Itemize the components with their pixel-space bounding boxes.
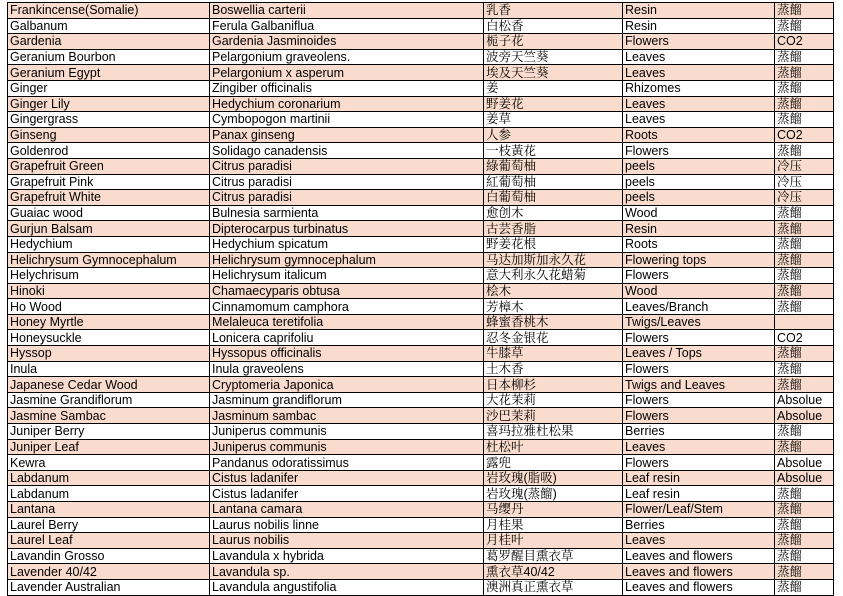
- table-row: [8, 18, 834, 34]
- extraction-method-cell: 蒸餾: [775, 221, 834, 237]
- table-row: [8, 533, 834, 549]
- latin-name-cell: Juniperus communis: [210, 439, 484, 455]
- plant-part-cell: peels: [623, 174, 775, 190]
- latin-name-cell: Lavandula sp.: [210, 564, 484, 580]
- table-row: [8, 205, 834, 221]
- plant-part-cell: Flowers: [623, 408, 775, 424]
- plant-part-cell: Leaves and flowers: [623, 548, 775, 564]
- table-row: [8, 127, 834, 143]
- extraction-method-cell: 蒸餾: [775, 548, 834, 564]
- plant-part-cell: Leaf resin: [623, 486, 775, 502]
- plant-part-cell: Leaves: [623, 96, 775, 112]
- plant-part-cell: Twigs and Leaves: [623, 377, 775, 393]
- latin-name-cell: Chamaecyparis obtusa: [210, 283, 484, 299]
- extraction-method-cell: 蒸餾: [775, 361, 834, 377]
- common-name-cell: Honeysuckle: [8, 330, 210, 346]
- latin-name-cell: Cistus ladanifer: [210, 470, 484, 486]
- chinese-name-cell: 日本柳杉: [484, 377, 623, 393]
- extraction-method-cell: 蒸餾: [775, 439, 834, 455]
- chinese-name-cell: 土木香: [484, 361, 623, 377]
- latin-name-cell: Solidago canadensis: [210, 143, 484, 159]
- common-name-cell: Frankincense(Somalie): [8, 3, 210, 19]
- latin-name-cell: Hyssopus officinalis: [210, 346, 484, 362]
- chinese-name-cell: 愈创木: [484, 205, 623, 221]
- table-row: [8, 424, 834, 440]
- common-name-cell: Inula: [8, 361, 210, 377]
- common-name-cell: Goldenrod: [8, 143, 210, 159]
- oil-table-body: [8, 3, 834, 596]
- table-row: [8, 502, 834, 518]
- plant-part-cell: Leaves / Tops: [623, 346, 775, 362]
- extraction-method-cell: CO2: [775, 330, 834, 346]
- common-name-cell: Gardenia: [8, 34, 210, 50]
- table-row: [8, 548, 834, 564]
- chinese-name-cell: 大花茉莉: [484, 392, 623, 408]
- plant-part-cell: Flowers: [623, 361, 775, 377]
- extraction-method-cell: 蒸餾: [775, 65, 834, 81]
- plant-part-cell: Roots: [623, 127, 775, 143]
- common-name-cell: Geranium Egypt: [8, 65, 210, 81]
- latin-name-cell: Panax ginseng: [210, 127, 484, 143]
- extraction-method-cell: 蒸餾: [775, 49, 834, 65]
- table-row: [8, 377, 834, 393]
- plant-part-cell: Flowers: [623, 34, 775, 50]
- plant-part-cell: Flowers: [623, 455, 775, 471]
- plant-part-cell: Resin: [623, 3, 775, 19]
- common-name-cell: Grapefruit Pink: [8, 174, 210, 190]
- common-name-cell: Juniper Leaf: [8, 439, 210, 455]
- latin-name-cell: Cinnamomum camphora: [210, 299, 484, 315]
- table-row: [8, 361, 834, 377]
- chinese-name-cell: 岩玫瑰(蒸餾): [484, 486, 623, 502]
- chinese-name-cell: 岩玫瑰(脂吸): [484, 470, 623, 486]
- common-name-cell: Labdanum: [8, 486, 210, 502]
- plant-part-cell: Leaf resin: [623, 470, 775, 486]
- common-name-cell: Ginger: [8, 80, 210, 96]
- latin-name-cell: Jasminum sambac: [210, 408, 484, 424]
- common-name-cell: Jasmine Sambac: [8, 408, 210, 424]
- chinese-name-cell: 古芸香脂: [484, 221, 623, 237]
- extraction-method-cell: 蒸餾: [775, 18, 834, 34]
- extraction-method-cell: CO2: [775, 127, 834, 143]
- plant-part-cell: Resin: [623, 18, 775, 34]
- extraction-method-cell: 蒸餾: [775, 424, 834, 440]
- plant-part-cell: Leaves and flowers: [623, 564, 775, 580]
- table-row: [8, 564, 834, 580]
- chinese-name-cell: 牛膝草: [484, 346, 623, 362]
- common-name-cell: Ho Wood: [8, 299, 210, 315]
- chinese-name-cell: 沙巴茉莉: [484, 408, 623, 424]
- chinese-name-cell: 桧木: [484, 283, 623, 299]
- common-name-cell: Japanese Cedar Wood: [8, 377, 210, 393]
- latin-name-cell: Zingiber officinalis: [210, 80, 484, 96]
- plant-part-cell: Twigs/Leaves: [623, 314, 775, 330]
- chinese-name-cell: 野姜花根: [484, 236, 623, 252]
- extraction-method-cell: Absolue: [775, 408, 834, 424]
- table-row: [8, 158, 834, 174]
- extraction-method-cell: 蒸餾: [775, 502, 834, 518]
- plant-part-cell: Leaves: [623, 533, 775, 549]
- extraction-method-cell: Absolue: [775, 455, 834, 471]
- plant-part-cell: Wood: [623, 205, 775, 221]
- common-name-cell: Labdanum: [8, 470, 210, 486]
- plant-part-cell: Flowers: [623, 330, 775, 346]
- latin-name-cell: Dipterocarpus turbinatus: [210, 221, 484, 237]
- latin-name-cell: Jasminum grandiflorum: [210, 392, 484, 408]
- chinese-name-cell: 波旁天竺葵: [484, 49, 623, 65]
- latin-name-cell: Bulnesia sarmienta: [210, 205, 484, 221]
- extraction-method-cell: 蒸餾: [775, 517, 834, 533]
- extraction-method-cell: 蒸餾: [775, 268, 834, 284]
- common-name-cell: Geranium Bourbon: [8, 49, 210, 65]
- chinese-name-cell: 綠葡萄柚: [484, 158, 623, 174]
- chinese-name-cell: 野姜花: [484, 96, 623, 112]
- plant-part-cell: peels: [623, 158, 775, 174]
- common-name-cell: Helychrisum: [8, 268, 210, 284]
- plant-part-cell: Leaves: [623, 112, 775, 128]
- chinese-name-cell: 姜草: [484, 112, 623, 128]
- chinese-name-cell: 栀子花: [484, 34, 623, 50]
- table-row: [8, 3, 834, 19]
- plant-part-cell: Berries: [623, 424, 775, 440]
- table-row: [8, 314, 834, 330]
- chinese-name-cell: 乳香: [484, 3, 623, 19]
- table-row: [8, 346, 834, 362]
- extraction-method-cell: CO2: [775, 34, 834, 50]
- table-row: [8, 49, 834, 65]
- table-row: [8, 221, 834, 237]
- latin-name-cell: Laurus nobilis: [210, 533, 484, 549]
- chinese-name-cell: 白葡萄柚: [484, 190, 623, 206]
- common-name-cell: Lantana: [8, 502, 210, 518]
- common-name-cell: Galbanum: [8, 18, 210, 34]
- latin-name-cell: Melaleuca teretifolia: [210, 314, 484, 330]
- chinese-name-cell: 忍冬金银花: [484, 330, 623, 346]
- table-row: [8, 455, 834, 471]
- extraction-method-cell: 蒸餾: [775, 112, 834, 128]
- plant-part-cell: peels: [623, 190, 775, 206]
- extraction-method-cell: 蒸餾: [775, 533, 834, 549]
- plant-part-cell: Flowering tops: [623, 252, 775, 268]
- chinese-name-cell: 紅葡萄柚: [484, 174, 623, 190]
- plant-part-cell: Wood: [623, 283, 775, 299]
- plant-part-cell: Rhizomes: [623, 80, 775, 96]
- extraction-method-cell: 蒸餾: [775, 143, 834, 159]
- latin-name-cell: Pelargonium graveolens.: [210, 49, 484, 65]
- common-name-cell: Kewra: [8, 455, 210, 471]
- plant-part-cell: Leaves: [623, 49, 775, 65]
- plant-part-cell: Leaves/Branch: [623, 299, 775, 315]
- latin-name-cell: Ferula Galbaniflua: [210, 18, 484, 34]
- oil-table: [7, 2, 834, 596]
- table-row: [8, 174, 834, 190]
- latin-name-cell: Helichrysum gymnocephalum: [210, 252, 484, 268]
- table-row: [8, 65, 834, 81]
- latin-name-cell: Cistus ladanifer: [210, 486, 484, 502]
- plant-part-cell: Flowers: [623, 268, 775, 284]
- chinese-name-cell: 葛罗醒目熏衣草: [484, 548, 623, 564]
- extraction-method-cell: 蒸餾: [775, 377, 834, 393]
- plant-part-cell: Berries: [623, 517, 775, 533]
- chinese-name-cell: 一枝黃花: [484, 143, 623, 159]
- latin-name-cell: Inula graveolens: [210, 361, 484, 377]
- table-row: [8, 236, 834, 252]
- table-row: [8, 486, 834, 502]
- table-row: [8, 34, 834, 50]
- common-name-cell: Grapefruit White: [8, 190, 210, 206]
- common-name-cell: Lavender 40/42: [8, 564, 210, 580]
- plant-part-cell: Flowers: [623, 392, 775, 408]
- table-row: [8, 470, 834, 486]
- plant-part-cell: Roots: [623, 236, 775, 252]
- common-name-cell: Hinoki: [8, 283, 210, 299]
- latin-name-cell: Lavandula angustifolia: [210, 579, 484, 595]
- latin-name-cell: Helichrysum italicum: [210, 268, 484, 284]
- common-name-cell: Laurel Leaf: [8, 533, 210, 549]
- chinese-name-cell: 杜松叶: [484, 439, 623, 455]
- latin-name-cell: Lantana camara: [210, 502, 484, 518]
- table-row: [8, 112, 834, 128]
- table-row: [8, 392, 834, 408]
- common-name-cell: Juniper Berry: [8, 424, 210, 440]
- extraction-method-cell: 蒸餾: [775, 252, 834, 268]
- extraction-method-cell: Absolue: [775, 392, 834, 408]
- latin-name-cell: Citrus paradisi: [210, 190, 484, 206]
- common-name-cell: Ginseng: [8, 127, 210, 143]
- extraction-method-cell: 冷压: [775, 174, 834, 190]
- common-name-cell: Lavender Australian: [8, 579, 210, 595]
- table-row: [8, 252, 834, 268]
- chinese-name-cell: 月桂叶: [484, 533, 623, 549]
- common-name-cell: Hyssop: [8, 346, 210, 362]
- extraction-method-cell: 蒸餾: [775, 80, 834, 96]
- table-row: [8, 408, 834, 424]
- extraction-method-cell: 蒸餾: [775, 205, 834, 221]
- latin-name-cell: Lavandula x hybrida: [210, 548, 484, 564]
- common-name-cell: Ginger Lily: [8, 96, 210, 112]
- extraction-method-cell: 蒸餾: [775, 3, 834, 19]
- common-name-cell: Jasmine Grandiflorum: [8, 392, 210, 408]
- plant-part-cell: Leaves and flowers: [623, 579, 775, 595]
- chinese-name-cell: 喜玛拉雅杜松果: [484, 424, 623, 440]
- latin-name-cell: Hedychium coronarium: [210, 96, 484, 112]
- table-row: [8, 190, 834, 206]
- common-name-cell: Helichrysum Gymnocephalum: [8, 252, 210, 268]
- plant-part-cell: Resin: [623, 221, 775, 237]
- table-row: [8, 80, 834, 96]
- plant-part-cell: Leaves: [623, 65, 775, 81]
- chinese-name-cell: 芳樟木: [484, 299, 623, 315]
- table-row: [8, 283, 834, 299]
- chinese-name-cell: 熏衣草40/42: [484, 564, 623, 580]
- common-name-cell: Grapefruit Green: [8, 158, 210, 174]
- plant-part-cell: Flowers: [623, 143, 775, 159]
- extraction-method-cell: 蒸餾: [775, 346, 834, 362]
- plant-part-cell: Flower/Leaf/Stem: [623, 502, 775, 518]
- chinese-name-cell: 马缨丹: [484, 502, 623, 518]
- extraction-method-cell: 蒸餾: [775, 236, 834, 252]
- common-name-cell: Gurjun Balsam: [8, 221, 210, 237]
- common-name-cell: Honey Myrtle: [8, 314, 210, 330]
- common-name-cell: Laurel Berry: [8, 517, 210, 533]
- latin-name-cell: Citrus paradisi: [210, 174, 484, 190]
- latin-name-cell: Juniperus communis: [210, 424, 484, 440]
- latin-name-cell: Hedychium spicatum: [210, 236, 484, 252]
- common-name-cell: Gingergrass: [8, 112, 210, 128]
- chinese-name-cell: 月桂果: [484, 517, 623, 533]
- extraction-method-cell: 蒸餾: [775, 564, 834, 580]
- chinese-name-cell: 澳洲真正熏衣草: [484, 579, 623, 595]
- latin-name-cell: Lonicera caprifoliu: [210, 330, 484, 346]
- chinese-name-cell: 人参: [484, 127, 623, 143]
- latin-name-cell: Laurus nobilis linne: [210, 517, 484, 533]
- latin-name-cell: Boswellia carterii: [210, 3, 484, 19]
- common-name-cell: Hedychium: [8, 236, 210, 252]
- extraction-method-cell: [775, 314, 834, 330]
- table-row: [8, 299, 834, 315]
- latin-name-cell: Pelargonium x asperum: [210, 65, 484, 81]
- table-row: [8, 96, 834, 112]
- extraction-method-cell: Absolue: [775, 470, 834, 486]
- extraction-method-cell: 蒸餾: [775, 283, 834, 299]
- extraction-method-cell: 蒸餾: [775, 299, 834, 315]
- plant-part-cell: Leaves: [623, 439, 775, 455]
- chinese-name-cell: 埃及天竺葵: [484, 65, 623, 81]
- latin-name-cell: Citrus paradisi: [210, 158, 484, 174]
- table-row: [8, 579, 834, 595]
- table-row: [8, 330, 834, 346]
- chinese-name-cell: 意大利永久花蜡菊: [484, 268, 623, 284]
- common-name-cell: Guaiac wood: [8, 205, 210, 221]
- common-name-cell: Lavandin Grosso: [8, 548, 210, 564]
- extraction-method-cell: 蒸餾: [775, 96, 834, 112]
- latin-name-cell: Pandanus odoratissimus: [210, 455, 484, 471]
- table-row: [8, 268, 834, 284]
- chinese-name-cell: 姜: [484, 80, 623, 96]
- extraction-method-cell: 蒸餾: [775, 486, 834, 502]
- table-row: [8, 439, 834, 455]
- extraction-method-cell: 蒸餾: [775, 579, 834, 595]
- chinese-name-cell: 白松香: [484, 18, 623, 34]
- extraction-method-cell: 冷压: [775, 190, 834, 206]
- table-row: [8, 517, 834, 533]
- latin-name-cell: Cryptomeria Japonica: [210, 377, 484, 393]
- chinese-name-cell: 马达加斯加永久花: [484, 252, 623, 268]
- chinese-name-cell: 蜂蜜香桃木: [484, 314, 623, 330]
- latin-name-cell: Gardenia Jasminoides: [210, 34, 484, 50]
- latin-name-cell: Cymbopogon martinii: [210, 112, 484, 128]
- extraction-method-cell: 冷压: [775, 158, 834, 174]
- chinese-name-cell: 露兜: [484, 455, 623, 471]
- table-row: [8, 143, 834, 159]
